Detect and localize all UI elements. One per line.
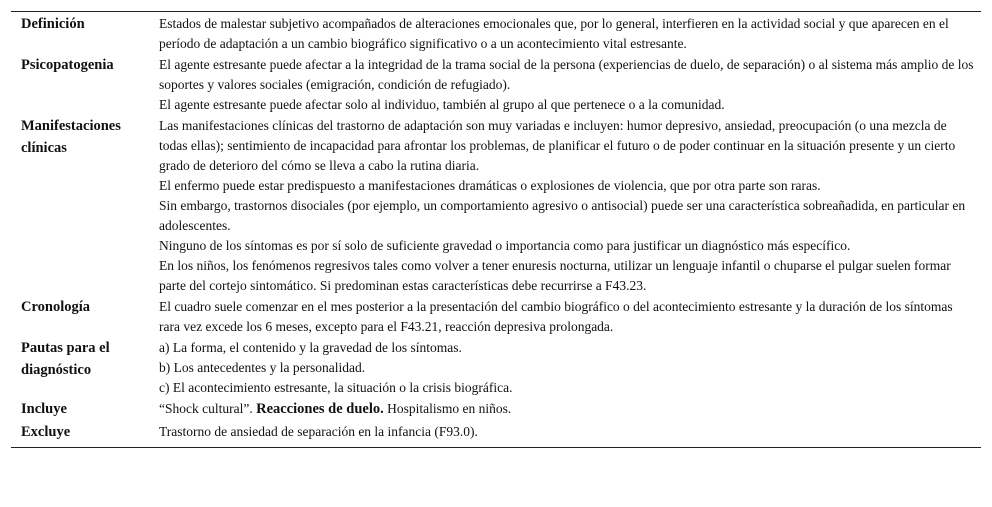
row-content <box>159 421 981 448</box>
table-row-psicopatogenia <box>11 54 981 115</box>
diagnostic-table-wrapper <box>11 11 981 448</box>
row-label: Psicopatogenia <box>21 57 114 73</box>
table-row-incluye <box>11 398 981 421</box>
table-row-manifestaciones <box>11 115 981 296</box>
row-content <box>159 296 981 337</box>
row-label: Incluye <box>21 401 67 417</box>
paragraph: Estados de malestar subjetivo acompañados de alteraciones emocionales que, por lo general, interfieren en la actividad social y que aparecen en el período de adaptación a un cambio biográfico significativo o a un acontecimiento vital estresante. <box>159 16 949 51</box>
include-text-post: Hospitalismo en niños. <box>383 401 512 416</box>
table-row-excluye <box>11 421 981 448</box>
include-text-pre: “Shock cultural”. <box>159 401 257 416</box>
paragraph: Ninguno de los síntomas es por sí solo de suficiente gravedad o importancia como para justificar un diagnóstico más específico. <box>159 238 851 253</box>
diagnostic-table <box>11 12 981 447</box>
paragraph: El enfermo puede estar predispuesto a manifestaciones dramáticas o explosiones de violencia, que por otra parte son raras. <box>159 178 821 193</box>
paragraph: El agente estresante puede afectar a la integridad de la trama social de la persona (experiencias de duelo, de separación) o al sistema más amplio de los soportes y valores sociales (emigración, condición de refugiado). <box>159 57 974 92</box>
list-item: b) Los antecedentes y la personalidad. <box>159 360 366 375</box>
row-label: Manifestaciones clínicas <box>21 118 121 156</box>
row-label: Excluye <box>21 423 71 440</box>
row-content <box>159 398 981 421</box>
list-item: c) El acontecimiento estresante, la situación o la crisis biográfica. <box>159 380 513 395</box>
list-item: a) La forma, el contenido y la gravedad de los síntomas. <box>159 340 462 355</box>
table-row-definicion <box>11 12 981 54</box>
row-content <box>159 337 981 398</box>
paragraph: En los niños, los fenómenos regresivos tales como volver a tener enuresis nocturna, utilizar un lenguaje infantil o chuparse el pulgar suelen formar parte del cortejo sintomático. Si predominan estas características debe recurrirse a F43.23. <box>159 258 951 293</box>
row-content <box>159 12 981 54</box>
table-row-pautas <box>11 337 981 398</box>
paragraph: Sin embargo, trastornos disociales (por ejemplo, un comportamiento agresivo o antisocial) puede ser una característica sobreañadida, en particular en adolescentes. <box>159 198 966 233</box>
table-row-cronologia <box>11 296 981 337</box>
paragraph: Trastorno de ansiedad de separación en la infancia (F93.0). <box>159 423 478 439</box>
row-label: Cronología <box>21 299 91 315</box>
paragraph: Las manifestaciones clínicas del trastorno de adaptación son muy variadas e incluyen: humor depresivo, ansiedad, preocupación (o una mezcla de todas ellas); sentimiento de incapacidad para afrontar los problemas, de planificar el futuro o de poder continuar en la situación presente y un cierto grado de deterioro del cómo se lleva a cabo la rutina diaria. <box>159 118 956 173</box>
row-label: Pautas para el diagnóstico <box>21 340 110 378</box>
row-label: Definición <box>21 16 85 32</box>
paragraph: El cuadro suele comenzar en el mes posterior a la presentación del cambio biográfico o del acontecimiento estresante y la duración de los síntomas rara vez excede los 6 meses, excepto para el F43.21, reacción depresiva prolongada. <box>159 299 953 334</box>
row-content <box>159 54 981 115</box>
paragraph: El agente estresante puede afectar solo al individuo, también al grupo al que pertenece o a la comunidad. <box>159 97 725 112</box>
row-content <box>159 115 981 296</box>
include-text-bold: Reacciones de duelo. <box>256 401 384 417</box>
